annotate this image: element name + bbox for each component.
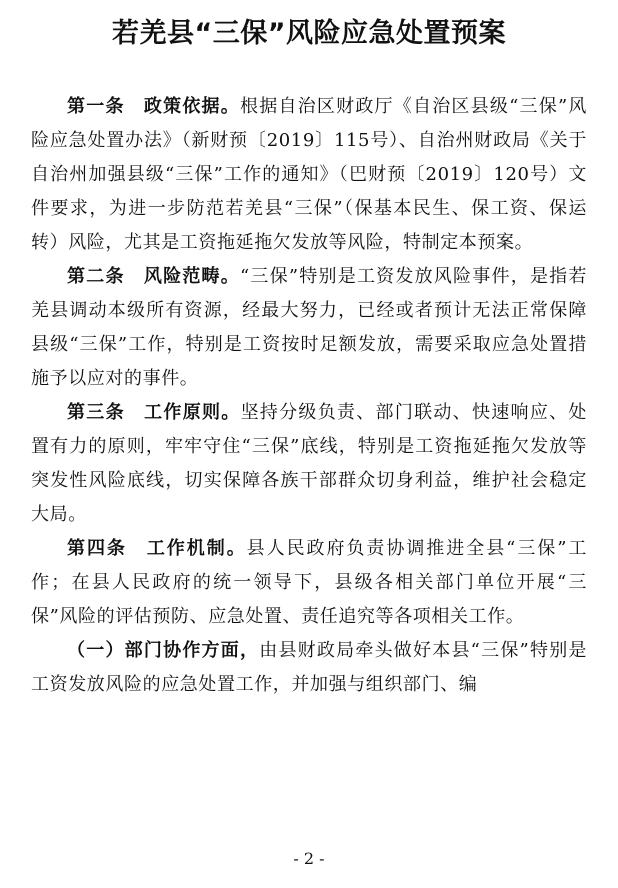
article-2 [31, 260, 587, 396]
article-text: 坚持分级负责、部门联动、快速响应、处置有力的原则，牢牢守住“三保”底线，特别是工资拖延拖欠发放等突发性风险底线，切实保障各族干部群众切身利益，维护社会稳定大局。 [31, 402, 587, 525]
article-text: “三保”特别是工资发放风险事件，是指若羌县调动本级所有资源，经最大努力，已经或者预计无法正常保障县级“三保”工作，特别是工资按时足额发放，需要采取应急处置措施予以应对的事件。 [31, 266, 587, 389]
article-heading: 第一条 政策依据。 [67, 96, 240, 117]
article-heading: 第四条 工作机制。 [67, 538, 247, 559]
sub-item-1 [31, 634, 587, 702]
article-heading: 第二条 风险范畴。 [67, 266, 240, 287]
sub-item-heading: （一）部门协作方面， [67, 640, 260, 661]
article-3 [31, 396, 587, 532]
document-title: 若羌县“三保”风险应急处置预案 [112, 18, 506, 49]
article-1 [31, 90, 587, 260]
article-text: 根据自治区财政厅《自治区县级“三保”风险应急处置办法》（新财预〔2019〕115号）、自治州财政局《关于自治州加强县级“三保”工作的通知》（巴财预〔2019〕120号）文件要求，为进一步防范若羌县“三保”（保基本民生、保工资、保运转）风险，尤其是工资拖延拖欠发放等风险，特制定本预案。 [31, 96, 587, 253]
sub-item-text: 由县财政局牵头做好本县“三保”特别是工资发放风险的应急处置工作，并加强与组织部门、编 [31, 640, 588, 695]
page-number: - 2 - [293, 849, 325, 868]
document-body [31, 90, 587, 702]
article-text: 县人民政府负责协调推进全县“三保”工作；在县人民政府的统一领导下，县级各相关部门单位开展“三保”风险的评估预防、应急处置、责任追究等各项相关工作。 [31, 538, 587, 627]
article-heading: 第三条 工作原则。 [67, 402, 241, 423]
article-4 [31, 532, 587, 634]
